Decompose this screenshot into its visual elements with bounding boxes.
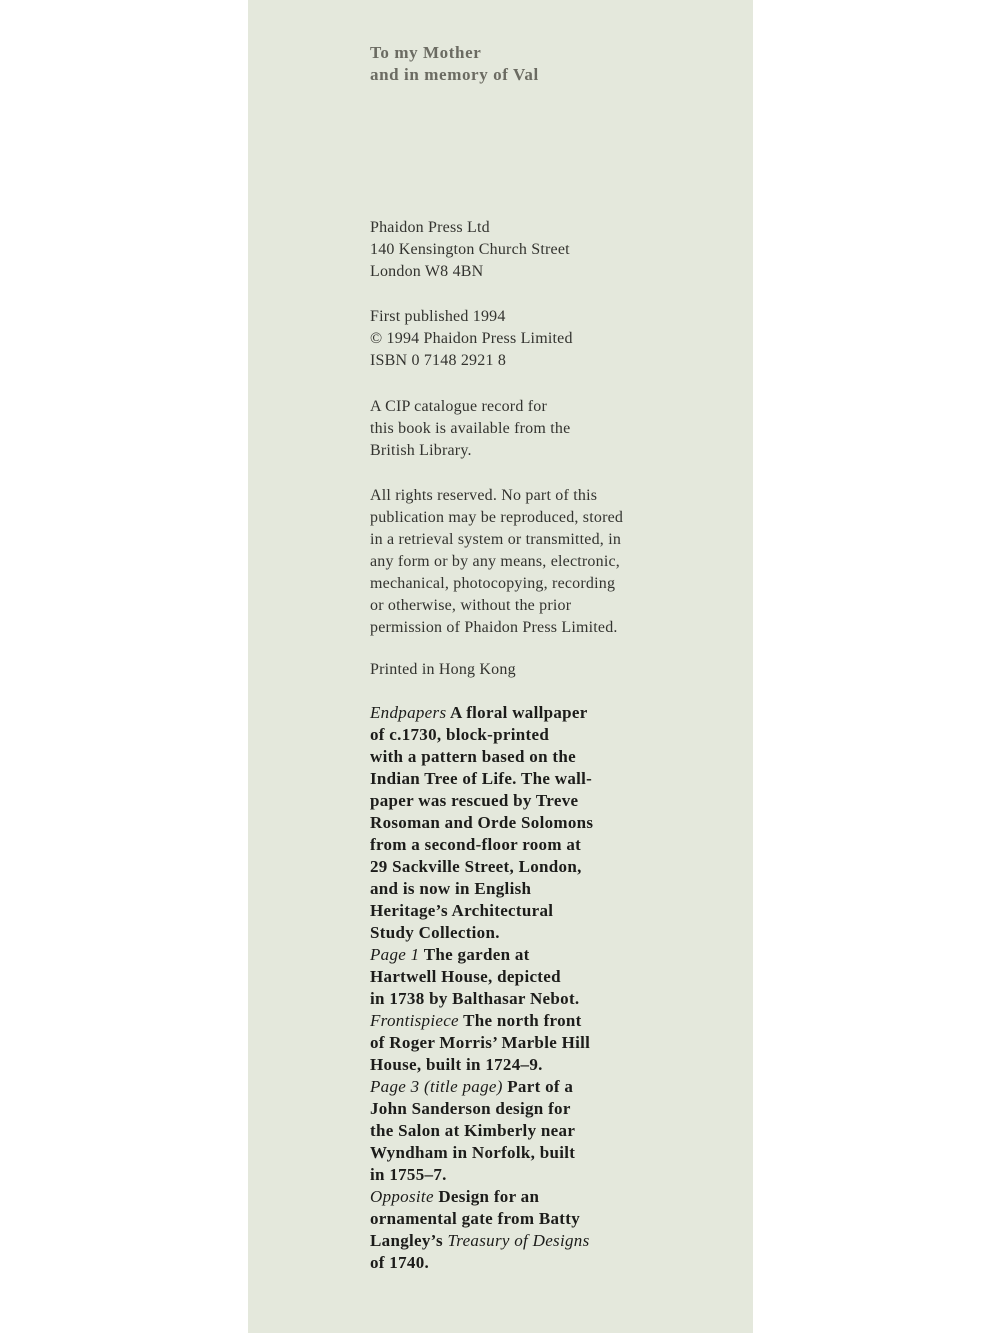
publication-info [370, 306, 573, 372]
address-line: London W8 4BN [370, 263, 484, 280]
picture-captions [370, 702, 593, 1274]
caption-line: Wyndham in Norfolk, built [370, 1143, 576, 1162]
rights-line: mechanical, photocopying, recording [370, 575, 616, 592]
book-page [248, 0, 753, 1333]
isbn-line: ISBN 0 7148 2921 8 [370, 352, 507, 369]
printed-in-line: Printed in Hong Kong [370, 661, 516, 678]
cip-line: A CIP catalogue record for [370, 398, 547, 415]
caption-endpapers [370, 702, 593, 724]
caption-line: Indian Tree of Life. The wall- [370, 769, 593, 788]
caption-label: Opposite [370, 1187, 434, 1206]
copyright-line: © 1994 Phaidon Press Limited [370, 330, 573, 347]
caption-label: Page 1 [370, 945, 420, 964]
caption-text: A floral wallpaper [450, 703, 588, 722]
printed-in [370, 659, 516, 681]
book-title: Treasury of Designs [447, 1231, 590, 1250]
caption-line: with a pattern based on the [370, 747, 576, 766]
caption-line: the Salon at Kimberly near [370, 1121, 576, 1140]
caption-line: ornamental gate from Batty [370, 1209, 581, 1228]
caption-label: Endpapers [370, 703, 447, 722]
caption-page1 [370, 944, 593, 966]
caption-line: Heritage’s Architectural [370, 901, 554, 920]
caption-label: Frontispiece [370, 1011, 459, 1030]
rights-line: All rights reserved. No part of this [370, 487, 598, 504]
rights-line: or otherwise, without the prior [370, 597, 572, 614]
dedication-line: To my Mother [370, 43, 482, 62]
caption-line: 29 Sackville Street, London, [370, 857, 582, 876]
rights-line: publication may be reproduced, stored [370, 509, 624, 526]
caption-line: Study Collection. [370, 923, 500, 942]
cip-record [370, 396, 570, 462]
cip-line: British Library. [370, 442, 472, 459]
caption-text: Langley’s [370, 1231, 443, 1250]
caption-line: of Roger Morris’ Marble Hill [370, 1033, 591, 1052]
caption-text: The north front [463, 1011, 582, 1030]
caption-line: Hartwell House, depicted [370, 967, 561, 986]
dedication-line: and in memory of Val [370, 65, 539, 84]
caption-line: paper was rescued by Treve [370, 791, 579, 810]
caption-line: in 1755–7. [370, 1165, 447, 1184]
caption-frontispiece [370, 1010, 593, 1032]
caption-line: of c.1730, block-printed [370, 725, 550, 744]
caption-line: of 1740. [370, 1253, 430, 1272]
caption-line: John Sanderson design for [370, 1099, 571, 1118]
caption-text: The garden at [423, 945, 530, 964]
caption-line: from a second-floor room at [370, 835, 582, 854]
address-line: 140 Kensington Church Street [370, 241, 570, 258]
caption-opposite [370, 1186, 593, 1208]
caption-line [370, 1230, 593, 1252]
rights-line: permission of Phaidon Press Limited. [370, 619, 618, 636]
rights-line: any form or by any means, electronic, [370, 553, 620, 570]
caption-line: Rosoman and Orde Solomons [370, 813, 594, 832]
publication-line: First published 1994 [370, 308, 506, 325]
dedication [370, 42, 539, 86]
cip-line: this book is available from the [370, 420, 571, 437]
caption-line: and is now in English [370, 879, 532, 898]
caption-line: House, built in 1724–9. [370, 1055, 543, 1074]
caption-line: in 1738 by Balthasar Nebot. [370, 989, 580, 1008]
rights-line: in a retrieval system or transmitted, in [370, 531, 622, 548]
caption-text: Design for an [438, 1187, 540, 1206]
caption-page3 [370, 1076, 593, 1098]
caption-label: Page 3 (title page) [370, 1077, 503, 1096]
publisher-address [370, 217, 570, 283]
address-line: Phaidon Press Ltd [370, 219, 490, 236]
rights-notice [370, 485, 623, 639]
caption-text: Part of a [507, 1077, 574, 1096]
